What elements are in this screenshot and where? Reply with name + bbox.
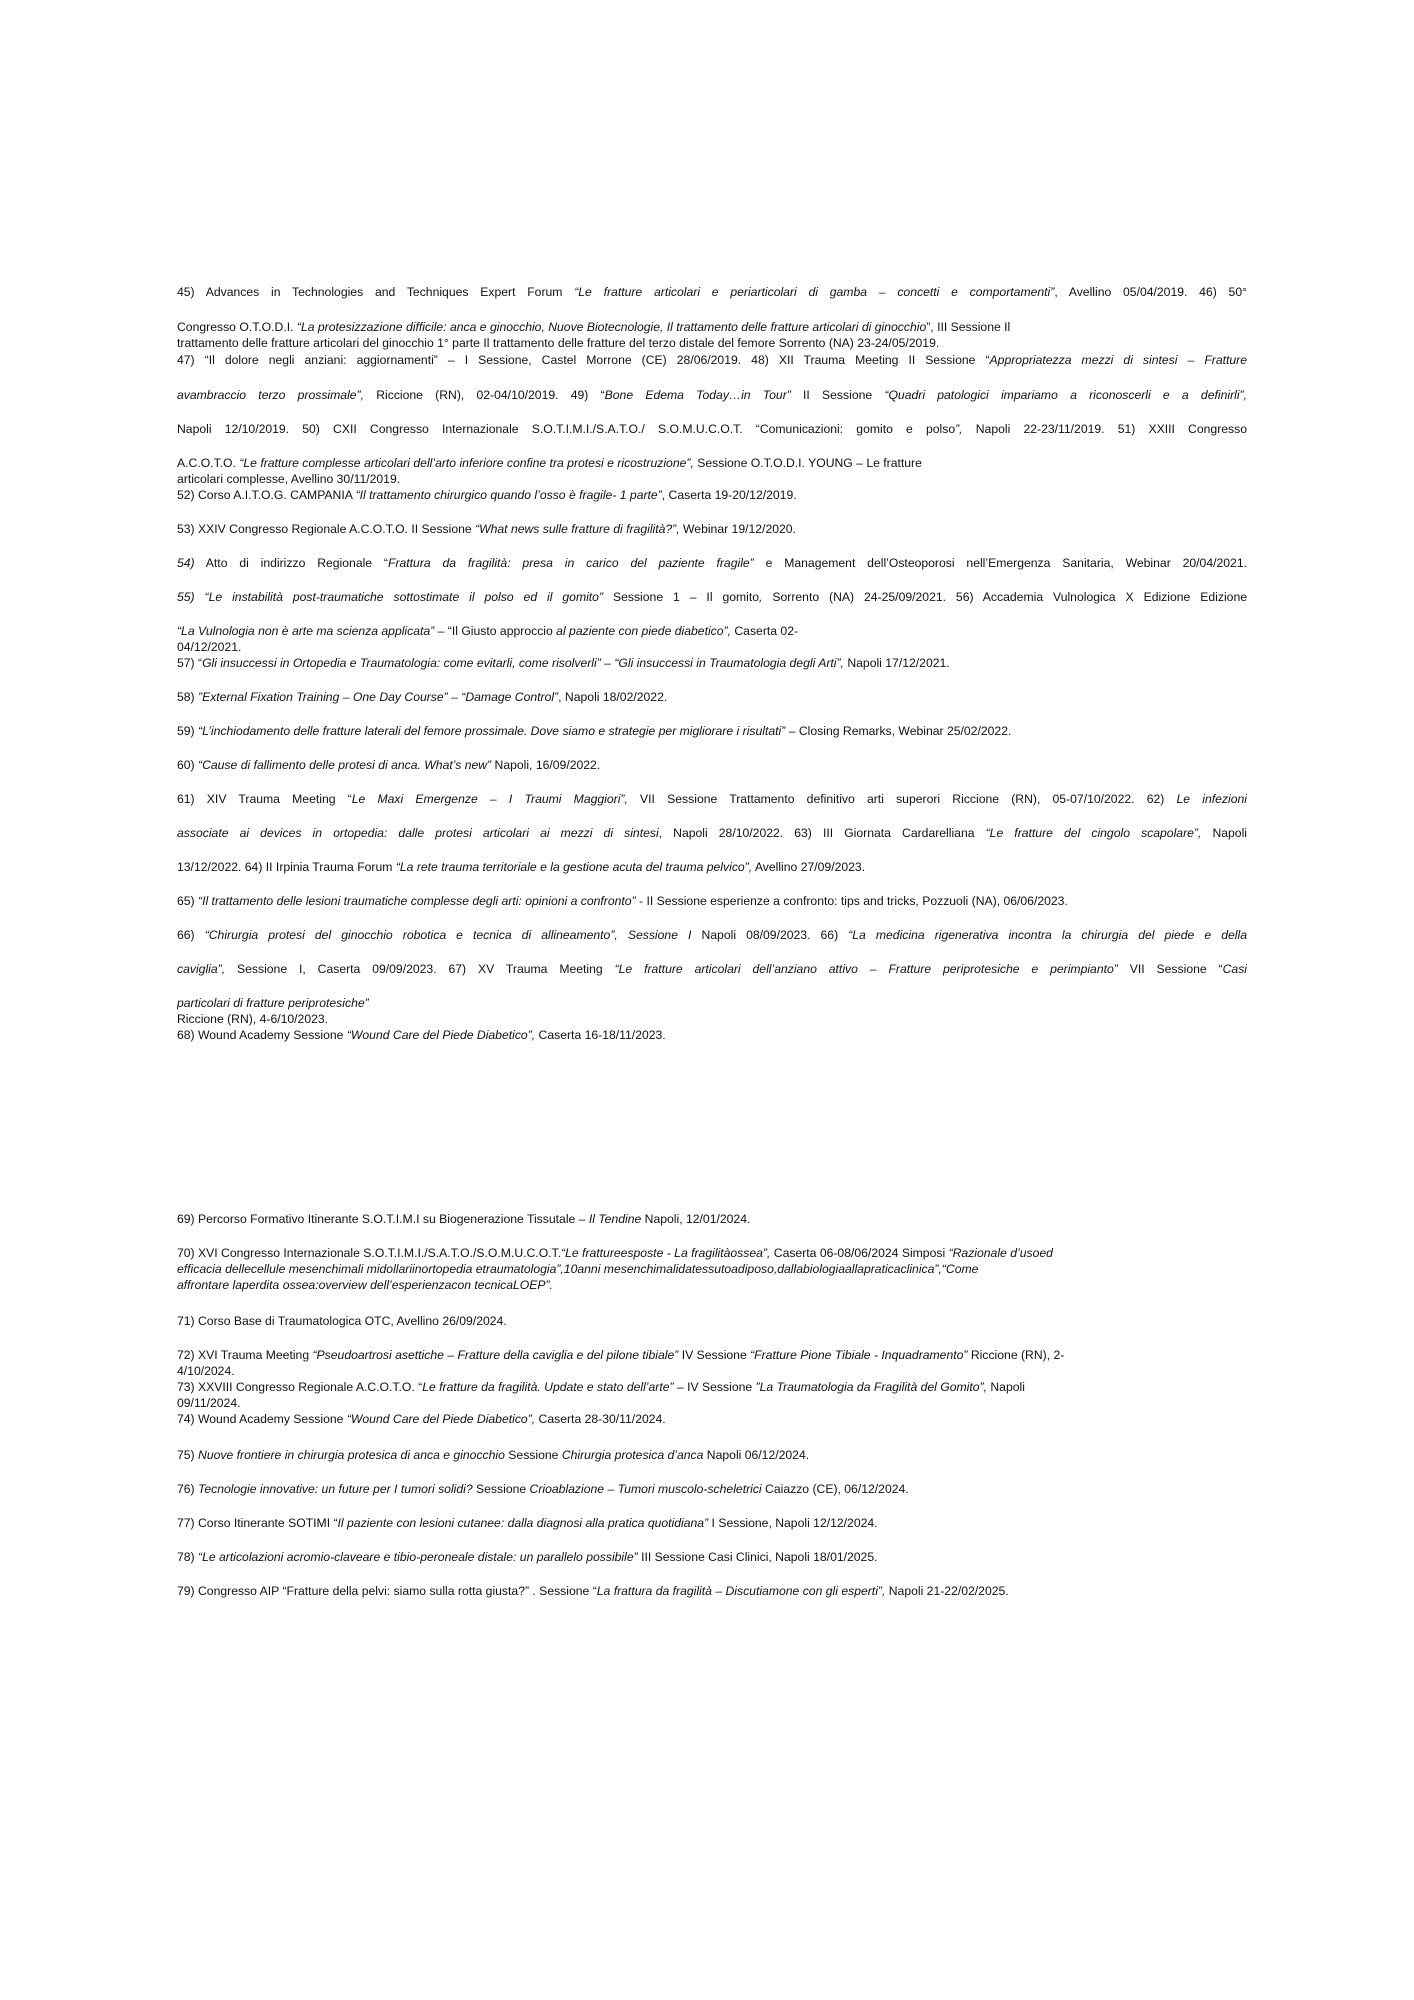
italic-text: Chirurgia protesica d’anca [561, 1448, 704, 1462]
italic-text: Il paziente con lesioni cutanee: dalla diagnosi alla pratica quotidiana” [337, 1516, 709, 1530]
text-line [177, 1011, 1247, 1027]
italic-text: 55) “Le instabilità post-traumatiche sottostimate il polso ed il gomito” [177, 590, 604, 604]
text-line [177, 487, 1247, 503]
text-run: Riccione (RN), 02-04/10/2019. 49) “ [364, 388, 605, 402]
text-run: 59) [177, 724, 199, 738]
italic-text: “Le articolazioni acromio-claveare e tibio-peroneale distale: un parallelo possibile” [198, 1550, 638, 1564]
italic-text: “Wound Care del Piede Diabetico”, [346, 1412, 536, 1426]
text-run: 73) XXVIII Congresso Regionale A.C.O.T.O. “ [177, 1380, 423, 1394]
text-line [177, 319, 1247, 335]
italic-text: “Le fratture del cingolo scapolare”, [985, 826, 1202, 840]
text-line [177, 352, 1247, 368]
text-line [177, 471, 1247, 487]
italic-text: caviglia”, [177, 962, 226, 976]
italic-text: Le fratture da fragilità. Update e stato dell’arte” [422, 1380, 674, 1394]
text-line [177, 521, 1247, 537]
text-run: 74) Wound Academy Sessione [177, 1412, 347, 1426]
italic-text: Gli insuccessi in Ortopedia e Traumatologia: come evitarli, come risolverli” – “Gli insuccessi in Traumatologia degli Arti”, [202, 656, 844, 670]
italic-text: avambraccio terzo prossimale”, [177, 388, 364, 402]
text-run: Sessione [504, 1448, 562, 1462]
italic-text: Le Maxi Emergenze – I Traumi Maggiori”, [351, 792, 628, 806]
text-run: Riccione (RN), 4-6/10/2023. [177, 1012, 329, 1026]
italic-text: Nuove frontiere in chirurgia protesica di anca e ginocchio [198, 1448, 505, 1462]
text-run: – IV Sessione [673, 1380, 756, 1394]
text-line [177, 1411, 1247, 1427]
italic-text: “Cause di fallimento delle protesi di anca. What’s new” [198, 758, 492, 772]
text-run: 79) Congresso AIP “Fratture della pelvi: siamo sulla rotta giusta?” . Sessione “ [177, 1584, 597, 1598]
text-line [177, 335, 1247, 351]
text-run: 76) [177, 1482, 199, 1496]
text-run: Avellino 27/09/2023. [752, 860, 866, 874]
text-run: – “Il Giusto approccio [434, 624, 557, 638]
text-run: 45) Advances in Technologies and Techniques Expert Forum [177, 285, 575, 299]
text-run: 4/10/2024. [177, 1364, 235, 1378]
text-run: 60) [177, 758, 199, 772]
italic-text: “Le fratture articolari e periarticolari di gamba – concetti e comportamenti” [574, 285, 1055, 299]
text-line [177, 1395, 1247, 1411]
italic-text: “Chirurgia protesi del ginocchio robotica e tecnica di allineamento”, Sessione I [204, 928, 692, 942]
text-run: 47) “Il dolore negli anziani: aggiornamenti” – I Sessione, Castel Morrone (CE) 28/06/2019. 48) XII Trauma Meeting II Sessione “ [177, 353, 990, 367]
text-line [177, 284, 1247, 300]
italic-text: ”, [955, 422, 963, 436]
text-run: Sessione 1 – Il gomito [603, 590, 760, 604]
text-line [177, 757, 1247, 773]
text-run: 57) “ [177, 656, 203, 670]
italic-text: “Pseudoartrosi asettiche – Fratture della caviglia e del pilone tibiale” [312, 1348, 679, 1362]
text-run: Napoli [986, 1380, 1025, 1394]
text-run: 09/11/2024. [177, 1396, 241, 1410]
text-line [177, 791, 1247, 807]
text-line [177, 825, 1247, 841]
text-run: 65) [177, 894, 199, 908]
text-run: Napoli 08/09/2023. 66) [691, 928, 849, 942]
text-line [177, 639, 1247, 655]
text-run: 77) Corso Itinerante SOTIMI “ [177, 1516, 338, 1530]
text-run: 78) [177, 1550, 199, 1564]
italic-text: La frattura da fragilità – Discutiamone con gli esperti”, [596, 1584, 886, 1598]
italic-text: Casi [1222, 962, 1247, 976]
text-run: IV Sessione [678, 1348, 751, 1362]
text-line [177, 655, 1247, 671]
text-run: III Sessione Casi Clinici, Napoli 18/01/2025. [637, 1550, 878, 1564]
text-run: – Closing Remarks, Webinar 25/02/2022. [785, 724, 1012, 738]
italic-text: Bone Edema Today…in Tour” [604, 388, 791, 402]
text-line [177, 961, 1247, 977]
italic-text: “La medicina rigenerativa incontra la chirurgia del piede e della [848, 928, 1247, 942]
text-run: trattamento delle fratture articolari del ginocchio 1° parte Il trattamento delle fratture del terzo distale del femore Sorrento (NA) 23-24/05/2019. [177, 336, 940, 350]
italic-text: “Le frattureesposte - La fragilitàossea”, [561, 1246, 771, 1260]
text-line [177, 555, 1247, 571]
text-line [177, 1313, 1247, 1329]
text-run: Atto di indirizzo Regionale “ [194, 556, 388, 570]
text-run: Caserta 16-18/11/2023. [535, 1028, 666, 1042]
text-line [177, 1245, 1247, 1261]
text-run: II Sessione [790, 388, 885, 402]
text-run: 75) [177, 1448, 199, 1462]
text-run: Webinar 19/12/2020. [679, 522, 796, 536]
text-run: 58) [177, 690, 199, 704]
text-line [177, 1277, 1247, 1293]
italic-text: ”La Traumatologia da Fragilità del Gomito”, [755, 1380, 987, 1394]
italic-text: , [759, 590, 763, 604]
text-run: 52) Corso A.I.T.O.G. CAMPANIA [177, 488, 356, 502]
italic-text: Frattura da fragilità: presa in carico del paziente fragile” [388, 556, 754, 570]
text-run: Napoli [1201, 826, 1247, 840]
text-run: 04/12/2021. [177, 640, 242, 654]
italic-text: 54) [177, 556, 195, 570]
text-run: Congresso O.T.O.D.I. [177, 320, 297, 334]
text-run: Napoli 22-23/11/2019. 51) XXIII Congresso [962, 422, 1247, 436]
text-run: 61) XIV Trauma Meeting “ [177, 792, 352, 806]
text-run: Riccione (RN), 2- [967, 1348, 1065, 1362]
text-run: 13/12/2022. 64) II Irpinia Trauma Forum [177, 860, 396, 874]
italic-text: “L’inchiodamento delle fratture laterali del femore prossimale. Dove siamo e strategie per migliorare i risultati” [198, 724, 786, 738]
text-line [177, 387, 1247, 403]
text-run: 71) Corso Base di Traumatologica OTC, Avellino 26/09/2024. [177, 1314, 507, 1328]
italic-text: “La protesizzazione difficile: anca e ginocchio, Nuove Biotecnologie, Il trattamento delle fratture articolari di ginocchio [296, 320, 927, 334]
italic-text: associate ai devices in ortopedia: dalle protesi articolari ai mezzi di sintesi [177, 826, 659, 840]
text-run: 72) XVI Trauma Meeting [177, 1348, 313, 1362]
text-run: Caserta 06-08/06/2024 Simposi [770, 1246, 949, 1260]
text-run: Caiazzo (CE), 06/12/2024. [761, 1482, 909, 1496]
text-run: , Avellino 05/04/2019. 46) 50° [1054, 285, 1247, 299]
text-run: VII Sessione Trattamento definitivo arti superori Riccione (RN), 05-07/10/2022. 62) [627, 792, 1177, 806]
text-line [177, 589, 1247, 605]
italic-text: “La Vulnologia non è arte ma scienza applicata” [177, 624, 435, 638]
italic-text: particolari di fratture periprotesiche” [177, 996, 369, 1010]
text-run: e Management dell’Osteoporosi nell’Emergenza Sanitaria, Webinar 20/04/2021. [753, 556, 1247, 570]
italic-text: Appropriatezza mezzi di sintesi – Fratture [989, 353, 1247, 367]
text-run: VII Sessione “ [1117, 962, 1223, 976]
text-line [177, 723, 1247, 739]
italic-text: “Il trattamento delle lesioni traumatiche complesse degli arti: opinioni a confronto” [198, 894, 636, 908]
text-line [177, 1347, 1247, 1363]
text-run: Caserta 28-30/11/2024. [535, 1412, 666, 1426]
italic-text: Crioablazione – Tumori muscolo-scheletrici [529, 1482, 762, 1496]
italic-text: “What news sulle fratture di fragilità?”, [475, 522, 680, 536]
text-run: Sessione [472, 1482, 530, 1496]
text-line [177, 421, 1247, 437]
text-line [177, 893, 1247, 909]
text-run: Sessione O.T.O.D.I. YOUNG – Le fratture [693, 456, 922, 470]
italic-text: “Le fratture articolari dell’anziano attivo – Fratture periprotesiche e perimpianto” [614, 962, 1118, 976]
text-run: Napoli 06/12/2024. [703, 1448, 810, 1462]
text-run: Sorrento (NA) 24-25/09/2021. 56) Accademia Vulnologica X Edizione Edizione [762, 590, 1247, 604]
text-line [177, 1211, 1247, 1227]
text-line [177, 1481, 1247, 1497]
text-line [177, 455, 1247, 471]
italic-text: affrontare laperdita ossea:overview dell’esperienzacon tecnicaLOEP”. [177, 1278, 553, 1292]
text-run: - II Sessione esperienze a confronto: tips and tricks, Pozzuoli (NA), 06/06/2023. [635, 894, 1068, 908]
text-run: Sessione I, Caserta 09/09/2023. 67) XV Trauma Meeting [225, 962, 615, 976]
text-line [177, 995, 1247, 1011]
text-run: Napoli 12/10/2019. 50) CXII Congresso Internazionale S.O.T.I.M.I./S.A.T.O./ S.O.M.U.C.O.T. “Comunicazioni: gomito e polso [177, 422, 956, 436]
text-line [177, 859, 1247, 875]
text-run: 53) XXIV Congresso Regionale A.C.O.T.O. II Sessione [177, 522, 476, 536]
text-run: Napoli, 12/01/2024. [641, 1212, 751, 1226]
italic-text: efficacia dellecellule mesenchimali midollariinortopedia etraumatologia”,10anni mesenchimalidatessutoadiposo,dallabiologiaallapraticaclinica”,“Come [177, 1262, 979, 1276]
text-run: Napoli, 16/09/2022. [491, 758, 601, 772]
text-run: , Caserta 19-20/12/2019. [661, 488, 797, 502]
italic-text: “Fratture Pione Tibiale - Inquadramento” [750, 1348, 968, 1362]
text-run: 68) Wound Academy Sessione [177, 1028, 347, 1042]
text-run: ”, III Sessione Il [926, 320, 1011, 334]
text-run: , Napoli 28/10/2022. 63) III Giornata Cardarelliana [658, 826, 986, 840]
text-line [177, 1027, 1247, 1043]
italic-text: Le infezioni [1176, 792, 1247, 806]
text-line [177, 1583, 1247, 1599]
italic-text: ”External Fixation Training – One Day Course” – “Damage Control” [198, 690, 559, 704]
italic-text: al paziente con piede diabetico”, [556, 624, 731, 638]
italic-text: “La rete trauma territoriale e la gestione acuta del trauma pelvico”, [395, 860, 753, 874]
text-run: Napoli 21-22/02/2025. [885, 1584, 1009, 1598]
text-run: 66) [177, 928, 205, 942]
italic-text: “Razionale d’usoed [948, 1246, 1053, 1260]
text-line [177, 1261, 1247, 1277]
text-run: , Napoli 18/02/2022. [558, 690, 668, 704]
text-line [177, 1447, 1247, 1463]
text-line [177, 689, 1247, 705]
italic-text: Tecnologie innovative: un future per I tumori solidi? [198, 1482, 473, 1496]
text-run: 69) Percorso Formativo Itinerante S.O.T.I.M.I su Biogenerazione Tissutale – [177, 1212, 589, 1226]
text-line [177, 1363, 1247, 1379]
text-line [177, 623, 1247, 639]
text-line [177, 927, 1247, 943]
italic-text: “Quadri patologici impariamo a riconoscerli e a definirli”, [884, 388, 1247, 402]
italic-text: “Le fratture complesse articolari dell’arto inferiore confine tra protesi e ricostruzione”, [239, 456, 694, 470]
text-run: A.C.O.T.O. [177, 456, 240, 470]
italic-text: Il Tendine [588, 1212, 642, 1226]
text-run: 70) XVI Congresso Internazionale S.O.T.I.M.I./S.A.T.O./S.O.M.U.C.O.T. [177, 1246, 562, 1260]
italic-text: “Wound Care del Piede Diabetico”, [346, 1028, 536, 1042]
text-run: articolari complesse, Avellino 30/11/2019. [177, 472, 401, 486]
italic-text: “Il trattamento chirurgico quando l’osso è fragile- 1 parte” [355, 488, 662, 502]
text-line [177, 1379, 1247, 1395]
text-run: I Sessione, Napoli 12/12/2024. [708, 1516, 878, 1530]
text-run: Napoli 17/12/2021. [843, 656, 950, 670]
text-line [177, 1549, 1247, 1565]
text-line [177, 1515, 1247, 1531]
text-run: Caserta 02- [730, 624, 799, 638]
